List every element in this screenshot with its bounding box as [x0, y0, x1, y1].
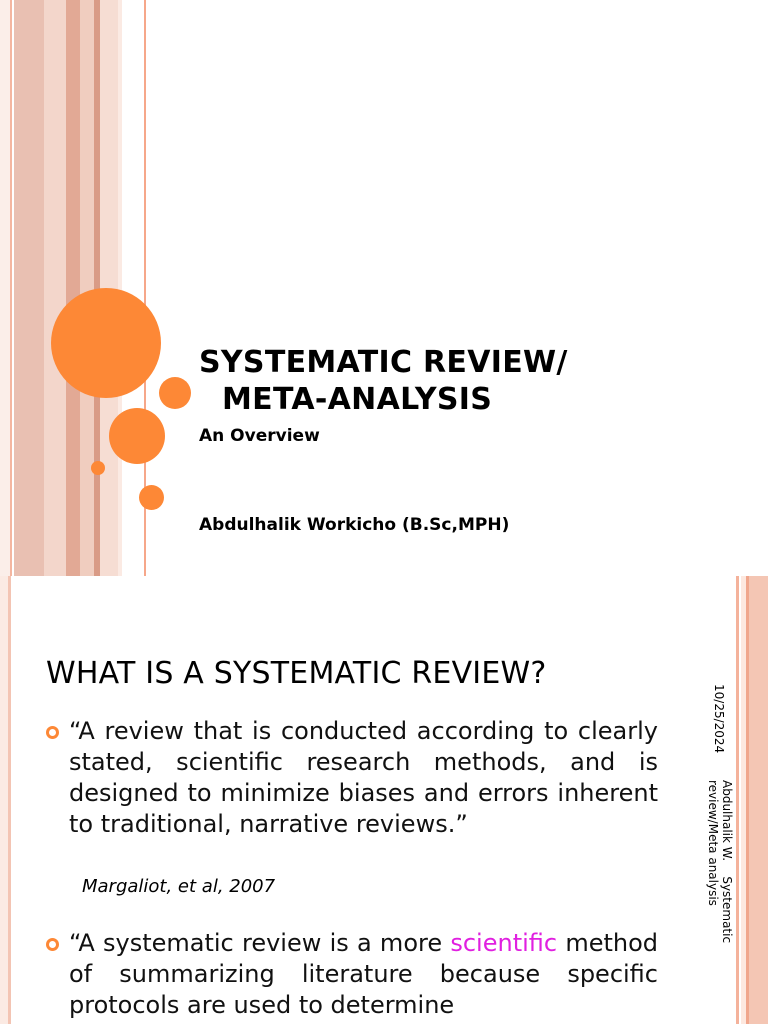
- slide-title-line2: META-ANALYSIS: [222, 382, 493, 417]
- decor-band: [10, 0, 12, 576]
- decor-circle-small: [139, 485, 164, 510]
- footer-text: [706, 780, 734, 970]
- decor-band: [66, 0, 80, 576]
- decor-band: [0, 0, 10, 576]
- bullet-text-part: “A systematic review is a more: [69, 929, 451, 957]
- footer-date: 10/25/2024: [712, 684, 726, 754]
- footer-text-line: review/Meta analysis: [706, 780, 720, 906]
- bullet-item: [46, 928, 658, 1021]
- decor-band: [736, 576, 739, 1024]
- bullet-text: “A review that is conducted according to clearly stated, scientific research methods, and is designed to minimize biases and errors inherent to traditional, narrative reviews.”: [69, 717, 658, 838]
- citation: Margaliot, et al, 2007: [82, 876, 276, 897]
- decor-circle-tiny: [91, 461, 105, 475]
- slide-title: [199, 344, 568, 418]
- decor-circle-large: [51, 288, 161, 398]
- decor-circle-small: [159, 377, 191, 409]
- decor-circle-medium: [109, 408, 165, 464]
- bullet-text: [46, 928, 658, 1021]
- decor-band: [80, 0, 94, 576]
- slide-author: Abdulhalik Workicho (B.Sc,MPH): [199, 515, 510, 535]
- bullet-ring-icon: [46, 726, 59, 739]
- decor-band: [8, 576, 11, 1024]
- decor-band: [14, 0, 44, 576]
- bullet-ring-icon: [46, 938, 59, 951]
- bullet-item: [46, 716, 658, 840]
- decor-band: [749, 576, 768, 1024]
- decor-band: [44, 0, 66, 576]
- bullet-text-part: method of summarizing literature because specific protocols are used to determine: [69, 929, 658, 1019]
- footer-text-line: Abdulhalik W. Systematic: [720, 780, 734, 944]
- highlighted-word: scientific: [450, 929, 558, 957]
- decor-band: [0, 576, 8, 1024]
- slide-title-line1: SYSTEMATIC REVIEW/: [199, 345, 568, 380]
- decor-band: [118, 0, 122, 576]
- content-slide: [0, 576, 768, 1024]
- slide-subtitle: An Overview: [199, 426, 320, 446]
- slide-heading: WHAT IS A SYSTEMATIC REVIEW?: [46, 656, 547, 691]
